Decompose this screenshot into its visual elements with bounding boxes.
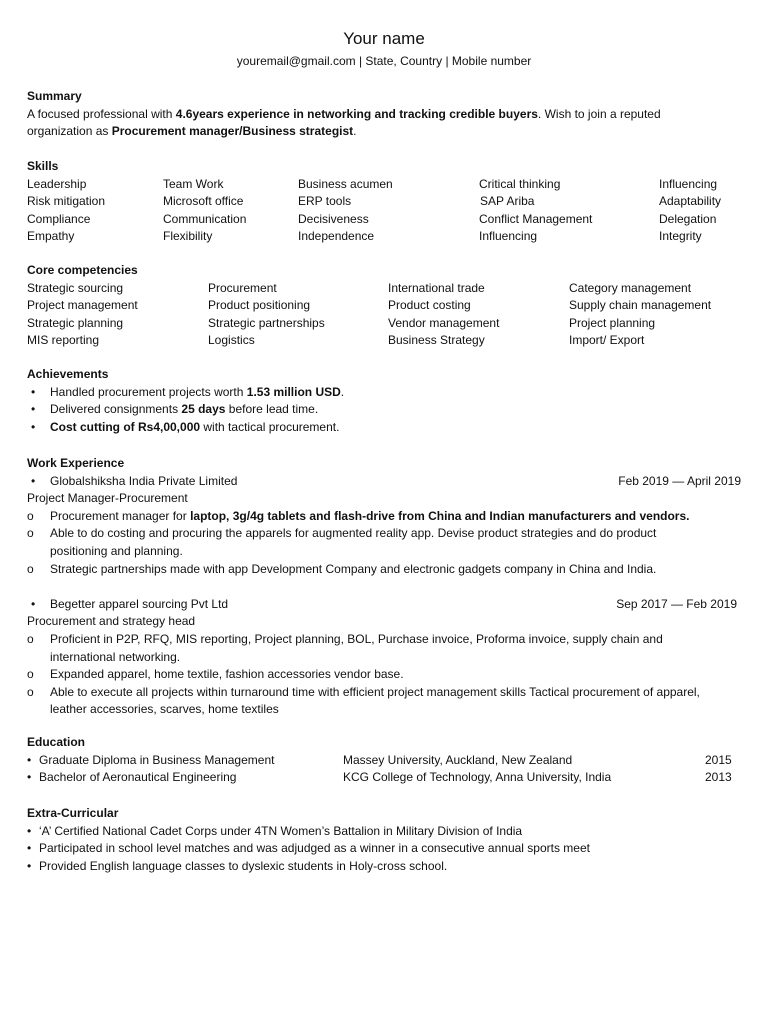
achievement-text: . [340, 384, 345, 399]
skill-item: Conflict Management [479, 211, 593, 226]
achievement-text: Cost cutting of [50, 419, 138, 434]
achievement-text: before lead time. [225, 402, 319, 417]
job-dates: Feb 2019 — April 2019 [618, 473, 741, 488]
skill-item: Integrity [659, 229, 702, 244]
sub-bullet-icon: o [27, 561, 34, 576]
bullet-icon: • [27, 770, 32, 785]
job-points [27, 631, 747, 719]
competency-item: Project planning [569, 315, 656, 330]
achievement-highlight: Rs4,00,000 [137, 419, 201, 434]
skill-item: Business acumen [298, 176, 393, 191]
achievement-text: Delivered consignments [50, 402, 182, 417]
job-header [27, 473, 747, 491]
job-role: Procurement and strategy head [27, 614, 196, 629]
list-item [27, 858, 747, 876]
achievements-heading: Achievements [27, 367, 109, 381]
job-role: Project Manager-Procurement [27, 491, 188, 506]
competency-item: Project management [27, 298, 138, 313]
competency-item: Business Strategy [388, 333, 485, 348]
bullet-icon: • [31, 419, 36, 434]
job-point-highlight: laptop, 3g/4g tablets and flash-drive from China and Indian manufacturers and vendors. [190, 508, 690, 523]
list-item [27, 840, 747, 858]
education-year: 2015 [705, 752, 732, 767]
competency-item: Import/ Export [569, 333, 645, 348]
competency-item: Procurement [208, 280, 277, 295]
list-item [27, 525, 747, 560]
skills-column [479, 176, 592, 246]
work-experience-heading: Work Experience [27, 456, 125, 470]
skill-item: Critical thinking [479, 176, 561, 191]
skills-column [27, 176, 105, 246]
achievements-section [27, 366, 747, 436]
core-competencies-grid [27, 280, 747, 350]
job-point-text: Proficient in P2P, RFQ, MIS reporting, Project planning, BOL, Purchase invoice, Proforma invoice, supply chain and international networking. [50, 631, 663, 664]
sub-bullet-icon: o [27, 631, 34, 646]
job-points [27, 508, 747, 578]
list-item [27, 684, 747, 719]
skill-item: Influencing [659, 176, 718, 191]
sub-bullet-icon: o [27, 667, 34, 682]
achievements-list [27, 384, 747, 437]
skill-item: Communication [163, 211, 247, 226]
work-experience-section [27, 455, 747, 719]
sub-bullet-icon: o [27, 508, 34, 523]
list-item [27, 401, 747, 419]
education-degree: Bachelor of Aeronautical Engineering [39, 770, 237, 785]
job-entry [27, 473, 747, 579]
summary-highlight: Procurement manager/Business strategist [111, 124, 354, 139]
education-degree: Graduate Diploma in Business Management [39, 752, 275, 767]
summary-highlight: 4.6years experience in networking and tracking credible buyers [175, 106, 538, 121]
skill-item: SAP Ariba [480, 194, 535, 209]
skills-heading: Skills [27, 159, 59, 173]
summary-part: . Wish to join a reputed organization as [27, 106, 661, 139]
skill-item: ERP tools [298, 194, 352, 209]
bullet-icon: • [31, 596, 36, 611]
competency-item: International trade [388, 280, 485, 295]
bullet-icon: • [27, 841, 32, 856]
education-heading: Education [27, 735, 86, 749]
extra-curricular-text: Participated in school level matches and was adjudged as a winner in a consecutive annual sports meet [39, 841, 590, 856]
skill-item: Leadership [27, 176, 87, 191]
skills-grid [27, 176, 747, 246]
skill-item: Team Work [163, 176, 224, 191]
sub-bullet-icon: o [27, 526, 34, 541]
skill-item: Influencing [479, 229, 538, 244]
extra-curricular-heading: Extra-Curricular [27, 806, 119, 820]
skill-item: Risk mitigation [27, 194, 106, 209]
competency-column [388, 280, 499, 350]
competency-item: Strategic partnerships [208, 315, 325, 330]
list-item [27, 666, 747, 684]
competency-item: Logistics [208, 333, 255, 348]
bullet-icon: • [27, 752, 32, 767]
skill-item: Adaptability [659, 194, 722, 209]
summary-part: A focused professional with [27, 106, 176, 121]
competency-item: Strategic sourcing [27, 280, 124, 295]
competency-column [208, 280, 325, 350]
skill-item: Decisiveness [298, 211, 369, 226]
bullet-icon: • [31, 473, 36, 488]
skills-column [298, 176, 393, 246]
bullet-icon: • [27, 823, 32, 838]
education-year: 2013 [705, 770, 732, 785]
education-school: Massey University, Auckland, New Zealand [343, 752, 573, 767]
competency-item: Product positioning [208, 298, 311, 313]
core-competencies-heading: Core competencies [27, 263, 138, 277]
extra-curricular-text: Provided English language classes to dyslexic students in Holy-cross school. [39, 858, 448, 873]
summary-section [27, 88, 747, 141]
job-point-text: Strategic partnerships made with app Development Company and electronic gadgets company in China and India. [50, 561, 657, 576]
competency-item: MIS reporting [27, 333, 100, 348]
achievement-highlight: 1.53 million USD [246, 384, 341, 399]
achievement-text: Handled procurement projects worth [50, 384, 247, 399]
skill-item: Compliance [27, 211, 91, 226]
competency-item: Supply chain management [569, 298, 712, 313]
job-dates: Sep 2017 — Feb 2019 [616, 596, 737, 611]
education-section [27, 734, 747, 787]
summary-heading: Summary [27, 89, 82, 103]
skills-column [659, 176, 721, 246]
skill-item: Microsoft office [163, 194, 244, 209]
list-item [27, 561, 747, 579]
competency-item: Strategic planning [27, 315, 124, 330]
competency-item: Category management [569, 280, 692, 295]
competency-item: Product costing [388, 298, 471, 313]
sub-bullet-icon: o [27, 684, 34, 699]
bullet-icon: • [31, 402, 36, 417]
list-item [27, 631, 747, 666]
job-header [27, 596, 747, 614]
education-row [27, 752, 747, 770]
competency-column [27, 280, 138, 350]
job-point-text: Expanded apparel, home textile, fashion accessories vendor base. [50, 667, 404, 682]
job-point-text: Able to do costing and procuring the apparels for augmented reality app. Devise product strategies and do product positioning and planning. [50, 526, 657, 558]
job-point-text: Procurement manager for [50, 508, 191, 523]
list-item [27, 508, 747, 526]
skills-section [27, 158, 747, 246]
job-company: Begetter apparel sourcing Pvt Ltd [50, 596, 229, 611]
bullet-icon: • [31, 384, 36, 399]
list-item [27, 823, 747, 841]
extra-curricular-section [27, 805, 747, 875]
list-item [27, 419, 747, 437]
job-point-text: Able to execute all projects within turnaround time with efficient project management skills Tactical procurement of apparel, leather accessories, scarves, home textiles [50, 684, 700, 717]
core-competencies-section [27, 262, 747, 350]
skill-item: Flexibility [163, 229, 213, 244]
job-entry [27, 596, 747, 719]
contact-line: youremail@gmail.com | State, Country | Mobile number [236, 54, 532, 68]
job-company: Globalshiksha India Private Limited [50, 473, 238, 488]
skill-item: Independence [298, 229, 375, 244]
summary-part: . [353, 124, 357, 139]
candidate-name: Your name [343, 29, 425, 48]
extra-curricular-text: ‘A’ Certified National Cadet Corps under 4TN Women’s Battalion in Military Division of India [39, 823, 523, 838]
skill-item: Empathy [27, 229, 75, 244]
competency-column [569, 280, 711, 350]
skill-item: Delegation [659, 211, 717, 226]
education-school: KCG College of Technology, Anna University, India [343, 770, 612, 785]
achievement-text: with tactical procurement. [200, 419, 340, 434]
achievement-highlight: 25 days [181, 402, 226, 417]
competency-item: Vendor management [388, 315, 500, 330]
education-row [27, 769, 747, 787]
list-item [27, 384, 747, 402]
summary-text [27, 106, 727, 141]
skills-column [163, 176, 246, 246]
bullet-icon: • [27, 858, 32, 873]
